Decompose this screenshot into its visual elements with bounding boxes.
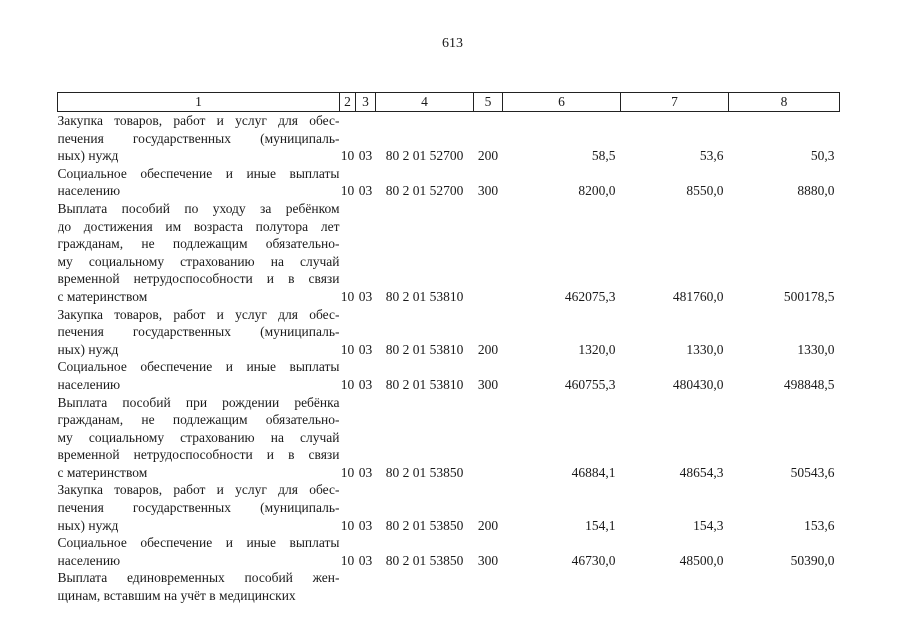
amount-year-2: 48654,3 (679, 464, 724, 480)
target-article-code: 80 2 01 52700 (385, 183, 464, 199)
subsection-code: 03 (358, 464, 373, 480)
section-code: 10 (340, 341, 355, 357)
amount-year-1: 8200,0 (578, 183, 616, 199)
amount-year-3: 50390,0 (790, 552, 835, 568)
amount-year-3: 500178,5 (783, 288, 835, 304)
header-cell-8: 8 (729, 93, 840, 112)
header-cell-4: 4 (376, 93, 474, 112)
description-line: Закупка товаров, работ и услуг для обес- (57, 482, 340, 498)
description-line: населению (57, 552, 121, 568)
subsection-code: 03 (358, 288, 373, 304)
description-line: до достижения им возраста полутора лет (57, 218, 340, 234)
amount-year-1: 1320,0 (578, 341, 616, 357)
description-line: му социальному страхованию на случай (57, 429, 340, 445)
target-article-code: 80 2 01 53810 (385, 376, 464, 392)
description-line: гражданам, не подлежащим обязательно- (57, 236, 340, 252)
row-description (58, 569, 340, 604)
expense-type-code: 200 (477, 517, 499, 533)
amount-year-2: 1330,0 (686, 341, 724, 357)
expense-type-code: 200 (477, 341, 499, 357)
amount-year-2: 48500,0 (679, 552, 724, 568)
header-cell-2: 2 (340, 93, 356, 112)
subsection-code: 03 (358, 341, 373, 357)
amount-year-3: 50543,6 (790, 464, 835, 480)
amount-year-3: 1330,0 (797, 341, 835, 357)
header-cell-5: 5 (474, 93, 503, 112)
budget-table (57, 92, 840, 605)
target-article-code: 80 2 01 53810 (385, 341, 464, 357)
description-line: ных) нужд (57, 517, 119, 533)
description-line: печения государственных (муниципаль- (57, 130, 340, 146)
amount-year-3 (729, 569, 840, 604)
amount-year-2: 53,6 (699, 148, 724, 164)
header-cell-3: 3 (356, 93, 376, 112)
description-line: Выплата пособий при рождении ребёнка (57, 394, 340, 410)
description-line: ных) нужд (57, 148, 119, 164)
table-body (58, 112, 840, 605)
target-article-code: 80 2 01 53850 (385, 464, 464, 480)
expense-type-code: 300 (477, 183, 499, 199)
table-row (58, 200, 840, 306)
amount-year-1 (503, 569, 621, 604)
subsection-code: 03 (358, 183, 373, 199)
table-row (58, 569, 840, 604)
description-line: печения государственных (муниципаль- (57, 500, 340, 516)
amount-year-2: 8550,0 (686, 183, 724, 199)
table-row (58, 112, 840, 165)
description-line: временной нетрудоспособности и в связи (57, 271, 340, 287)
amount-year-3: 498848,5 (783, 376, 835, 392)
expense-type-code: 300 (477, 376, 499, 392)
header-cell-1: 1 (58, 93, 340, 112)
page-number: 613 (442, 36, 463, 51)
description-line: му социальному страхованию на случай (57, 253, 340, 269)
amount-year-1: 58,5 (591, 148, 616, 164)
amount-year-1: 46884,1 (571, 464, 616, 480)
row-description (58, 358, 340, 393)
subsection-code (356, 569, 376, 604)
target-article-code: 80 2 01 53810 (385, 288, 464, 304)
description-line: печения государственных (муниципаль- (57, 324, 340, 340)
table-row (58, 306, 840, 359)
section-code: 10 (340, 183, 355, 199)
description-line: Социальное обеспечение и иные выплаты (57, 165, 340, 181)
amount-year-3: 153,6 (804, 517, 835, 533)
target-article-code: 80 2 01 53850 (385, 552, 464, 568)
row-description (58, 534, 340, 569)
expense-type-code (474, 569, 503, 604)
subsection-code: 03 (358, 376, 373, 392)
expense-type-code: 200 (477, 148, 499, 164)
row-description (58, 112, 340, 165)
description-line: с материнством (57, 464, 148, 480)
description-line: населению (57, 376, 121, 392)
subsection-code: 03 (358, 148, 373, 164)
description-line: населению (57, 183, 121, 199)
row-description (58, 165, 340, 200)
amount-year-3: 8880,0 (797, 183, 835, 199)
amount-year-1: 460755,3 (564, 376, 616, 392)
amount-year-2 (621, 569, 729, 604)
description-line: Социальное обеспечение и иные выплаты (57, 359, 340, 375)
description-line: Выплата единовременных пособий жен- (57, 570, 340, 586)
section-code: 10 (340, 464, 355, 480)
subsection-code: 03 (358, 552, 373, 568)
section-code: 10 (340, 517, 355, 533)
amount-year-2: 480430,0 (672, 376, 724, 392)
row-description (58, 200, 340, 306)
table-row (58, 165, 840, 200)
table-row (58, 394, 840, 482)
amount-year-3: 50,3 (810, 148, 835, 164)
expense-type-code: 300 (477, 552, 499, 568)
amount-year-2: 481760,0 (672, 288, 724, 304)
target-article-code (376, 569, 474, 604)
amount-year-1: 46730,0 (571, 552, 616, 568)
amount-year-1: 154,1 (585, 517, 616, 533)
section-code: 10 (340, 148, 355, 164)
row-description (58, 394, 340, 482)
row-description (58, 481, 340, 534)
header-cell-6: 6 (503, 93, 621, 112)
description-line: временной нетрудоспособности и в связи (57, 447, 340, 463)
section-code (340, 569, 356, 604)
expense-type-code (474, 200, 503, 306)
description-line: Закупка товаров, работ и услуг для обес- (57, 306, 340, 322)
description-line: Выплата пособий по уходу за ребёнком (57, 200, 340, 216)
row-description (58, 306, 340, 359)
table-row (58, 534, 840, 569)
amount-year-2: 154,3 (693, 517, 724, 533)
section-code: 10 (340, 552, 355, 568)
target-article-code: 80 2 01 52700 (385, 148, 464, 164)
description-line: щинам, вставшим на учёт в медицинских (57, 588, 296, 604)
section-code: 10 (340, 288, 355, 304)
subsection-code: 03 (358, 517, 373, 533)
header-cell-7: 7 (621, 93, 729, 112)
description-line: гражданам, не подлежащим обязательно- (57, 412, 340, 428)
description-line: Социальное обеспечение и иные выплаты (57, 535, 340, 551)
section-code: 10 (340, 376, 355, 392)
expense-type-code (474, 394, 503, 482)
description-line: ных) нужд (57, 341, 119, 357)
header-row (58, 93, 840, 112)
description-line: Закупка товаров, работ и услуг для обес- (57, 113, 340, 128)
description-line: с материнством (57, 288, 148, 304)
target-article-code: 80 2 01 53850 (385, 517, 464, 533)
table-header (58, 93, 840, 112)
table-row (58, 481, 840, 534)
table-row (58, 358, 840, 393)
amount-year-1: 462075,3 (564, 288, 616, 304)
